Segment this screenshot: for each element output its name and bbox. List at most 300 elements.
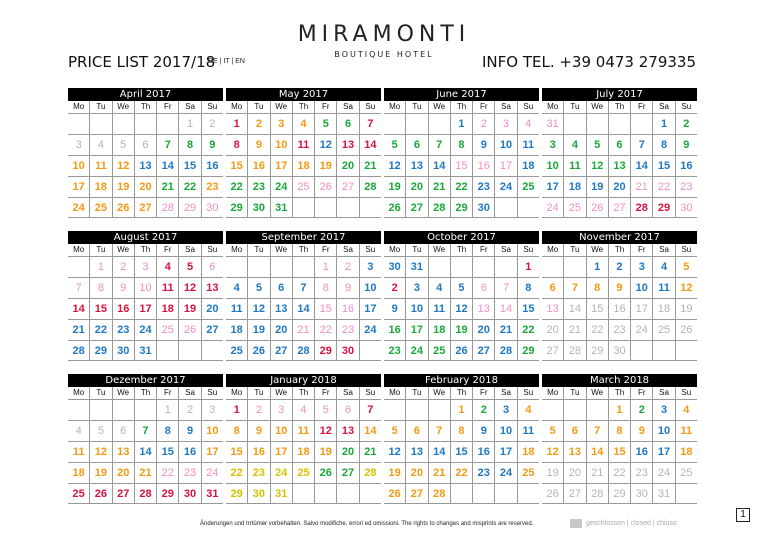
day-cell: 15 bbox=[314, 299, 336, 319]
week-row bbox=[226, 399, 381, 420]
week-row bbox=[226, 441, 381, 462]
day-cell: 29 bbox=[608, 484, 630, 503]
calendar-grid bbox=[68, 88, 700, 510]
day-cell: 25 bbox=[517, 177, 539, 197]
day-cell: 21 bbox=[292, 320, 314, 340]
day-cell: 30 bbox=[178, 484, 200, 503]
day-cell: 26 bbox=[112, 198, 134, 217]
day-cell: 4 bbox=[517, 114, 539, 134]
week-row bbox=[226, 462, 381, 483]
week-row bbox=[542, 483, 697, 504]
week-row bbox=[542, 441, 697, 462]
week-row bbox=[542, 197, 697, 218]
legend bbox=[570, 519, 677, 528]
day-cell: 3 bbox=[270, 114, 292, 134]
day-cell bbox=[494, 257, 516, 277]
weeks bbox=[384, 113, 539, 218]
day-cell: 8 bbox=[450, 421, 472, 441]
day-cell: 11 bbox=[230, 303, 243, 315]
day-cell: 4 bbox=[652, 257, 674, 277]
weekday-label: Th bbox=[608, 244, 630, 256]
week-row bbox=[226, 197, 381, 218]
day-cell: 16 bbox=[247, 156, 269, 176]
weekday-label: Th bbox=[450, 101, 472, 113]
day-cell: 4 bbox=[156, 257, 178, 277]
weekday-label: Th bbox=[608, 387, 630, 399]
day-cell bbox=[112, 114, 134, 134]
day-cell: 28 bbox=[586, 484, 608, 503]
weekday-label: Fr bbox=[314, 101, 336, 113]
day-cell: 2 bbox=[178, 400, 200, 420]
day-cell: 13 bbox=[546, 303, 559, 315]
day-cell: 13 bbox=[472, 299, 494, 319]
weekday-label: Fr bbox=[472, 244, 494, 256]
day-cell: 5 bbox=[314, 400, 336, 420]
day-cell: 1 bbox=[608, 400, 630, 420]
weekday-header bbox=[68, 387, 223, 399]
day-cell: 15 bbox=[89, 299, 111, 319]
weeks bbox=[542, 113, 697, 218]
weekday-label: Th bbox=[292, 244, 314, 256]
month-title: April 2017 bbox=[68, 88, 223, 101]
day-cell: 10 bbox=[134, 278, 156, 298]
day-cell bbox=[405, 114, 427, 134]
day-cell: 10 bbox=[546, 160, 559, 172]
day-cell: 18 bbox=[72, 467, 85, 479]
weekday-label: Fr bbox=[630, 244, 652, 256]
day-cell bbox=[226, 257, 247, 277]
day-cell: 31 bbox=[201, 484, 223, 503]
day-cell: 18 bbox=[156, 299, 178, 319]
day-cell: 13 bbox=[336, 135, 358, 155]
month-calendar bbox=[542, 231, 697, 361]
day-cell: 9 bbox=[201, 135, 223, 155]
day-cell: 22 bbox=[608, 463, 630, 483]
day-cell: 11 bbox=[428, 299, 450, 319]
month-calendar bbox=[226, 88, 381, 218]
week-row bbox=[542, 256, 697, 277]
day-cell: 25 bbox=[428, 341, 450, 360]
day-cell: 18 bbox=[675, 442, 697, 462]
day-cell: 25 bbox=[72, 488, 85, 500]
day-cell bbox=[89, 400, 111, 420]
week-row bbox=[68, 340, 223, 361]
day-cell: 6 bbox=[549, 282, 556, 294]
day-cell bbox=[156, 341, 178, 360]
day-cell: 2 bbox=[472, 400, 494, 420]
day-cell: 19 bbox=[586, 177, 608, 197]
day-cell: 6 bbox=[336, 114, 358, 134]
day-cell: 6 bbox=[134, 135, 156, 155]
week-row bbox=[384, 399, 539, 420]
week-row bbox=[542, 155, 697, 176]
weekday-label: Tu bbox=[563, 101, 585, 113]
weekday-header bbox=[226, 101, 381, 113]
day-cell: 19 bbox=[314, 156, 336, 176]
day-cell bbox=[134, 400, 156, 420]
day-cell: 5 bbox=[549, 425, 556, 437]
day-cell: 25 bbox=[89, 198, 111, 217]
day-cell: 19 bbox=[388, 181, 401, 193]
day-cell: 11 bbox=[675, 421, 697, 441]
weekday-label: Sa bbox=[494, 387, 516, 399]
day-cell bbox=[384, 400, 405, 420]
day-cell: 31 bbox=[546, 118, 559, 130]
day-cell: 19 bbox=[450, 320, 472, 340]
day-cell: 26 bbox=[546, 488, 559, 500]
weekday-label: Mo bbox=[547, 245, 559, 254]
day-cell: 23 bbox=[112, 320, 134, 340]
weekday-label: Tu bbox=[405, 244, 427, 256]
day-cell: 5 bbox=[391, 425, 398, 437]
day-cell: 30 bbox=[472, 198, 494, 217]
day-cell: 3 bbox=[134, 257, 156, 277]
day-cell bbox=[68, 400, 89, 420]
month-calendar bbox=[542, 88, 697, 218]
week-row bbox=[68, 113, 223, 134]
weekday-label: Su bbox=[201, 244, 223, 256]
weekday-label: Fr bbox=[314, 244, 336, 256]
day-cell: 31 bbox=[270, 198, 292, 217]
weekday-label: Mo bbox=[231, 102, 243, 111]
day-cell: 6 bbox=[270, 278, 292, 298]
weekday-label: We bbox=[270, 101, 292, 113]
day-cell: 20 bbox=[546, 324, 559, 336]
day-cell: 24 bbox=[630, 320, 652, 340]
weekday-label: Sa bbox=[336, 244, 358, 256]
week-row bbox=[384, 113, 539, 134]
day-cell: 30 bbox=[336, 341, 358, 360]
day-cell: 12 bbox=[388, 160, 401, 172]
day-cell bbox=[384, 114, 405, 134]
day-cell: 30 bbox=[675, 198, 697, 217]
day-cell bbox=[563, 400, 585, 420]
day-cell: 10 bbox=[494, 135, 516, 155]
day-cell: 15 bbox=[608, 442, 630, 462]
day-cell: 7 bbox=[494, 278, 516, 298]
day-cell: 27 bbox=[270, 341, 292, 360]
day-cell: 26 bbox=[388, 202, 401, 214]
day-cell: 28 bbox=[359, 463, 381, 483]
day-cell: 8 bbox=[233, 139, 240, 151]
weeks bbox=[226, 256, 381, 361]
month-calendar bbox=[384, 374, 539, 504]
day-cell: 17 bbox=[494, 442, 516, 462]
month-title: January 2018 bbox=[226, 374, 381, 387]
day-cell: 15 bbox=[230, 446, 243, 458]
day-cell: 6 bbox=[336, 400, 358, 420]
day-cell bbox=[472, 484, 494, 503]
day-cell: 9 bbox=[472, 421, 494, 441]
day-cell: 14 bbox=[134, 442, 156, 462]
day-cell: 7 bbox=[563, 278, 585, 298]
weekday-label: Fr bbox=[630, 101, 652, 113]
day-cell: 28 bbox=[428, 198, 450, 217]
weeks bbox=[542, 256, 697, 361]
week-row bbox=[384, 340, 539, 361]
day-cell: 25 bbox=[292, 463, 314, 483]
legend-label: geschlossen | closed | chiuso bbox=[586, 520, 677, 527]
day-cell: 18 bbox=[517, 442, 539, 462]
day-cell: 30 bbox=[112, 341, 134, 360]
day-cell: 28 bbox=[134, 484, 156, 503]
day-cell: 1 bbox=[314, 257, 336, 277]
weekday-label: Sa bbox=[336, 101, 358, 113]
day-cell: 9 bbox=[247, 135, 269, 155]
day-cell: 14 bbox=[428, 156, 450, 176]
weekday-label: Su bbox=[675, 244, 697, 256]
day-cell: 1 bbox=[450, 114, 472, 134]
weekday-label: Th bbox=[134, 387, 156, 399]
day-cell: 11 bbox=[89, 156, 111, 176]
day-cell: 20 bbox=[336, 156, 358, 176]
day-cell: 25 bbox=[517, 463, 539, 483]
day-cell: 2 bbox=[112, 257, 134, 277]
weekday-label: Th bbox=[450, 387, 472, 399]
day-cell bbox=[292, 257, 314, 277]
day-cell: 2 bbox=[201, 114, 223, 134]
weekday-label: Su bbox=[359, 101, 381, 113]
weekday-label: Tu bbox=[563, 387, 585, 399]
day-cell: 18 bbox=[230, 324, 243, 336]
day-cell: 18 bbox=[292, 156, 314, 176]
day-cell: 17 bbox=[201, 442, 223, 462]
week-row bbox=[68, 197, 223, 218]
day-cell: 29 bbox=[652, 198, 674, 217]
day-cell: 2 bbox=[630, 400, 652, 420]
weeks bbox=[384, 256, 539, 361]
weekday-label: Mo bbox=[73, 245, 85, 254]
day-cell: 10 bbox=[652, 421, 674, 441]
day-cell: 29 bbox=[178, 198, 200, 217]
day-cell: 7 bbox=[75, 282, 82, 294]
day-cell: 24 bbox=[494, 177, 516, 197]
day-cell bbox=[563, 114, 585, 134]
weekday-label: Su bbox=[675, 101, 697, 113]
day-cell: 24 bbox=[546, 202, 559, 214]
day-cell: 31 bbox=[652, 484, 674, 503]
day-cell bbox=[428, 400, 450, 420]
weekday-label: Mo bbox=[231, 245, 243, 254]
day-cell: 10 bbox=[201, 421, 223, 441]
day-cell: 7 bbox=[134, 421, 156, 441]
day-cell: 30 bbox=[630, 484, 652, 503]
weekday-label: Sa bbox=[494, 244, 516, 256]
day-cell: 17 bbox=[359, 299, 381, 319]
weekday-label: Tu bbox=[247, 387, 269, 399]
day-cell: 7 bbox=[428, 421, 450, 441]
day-cell: 26 bbox=[314, 177, 336, 197]
day-cell: 20 bbox=[134, 177, 156, 197]
day-cell: 12 bbox=[675, 278, 697, 298]
weekday-label: Su bbox=[517, 101, 539, 113]
day-cell: 1 bbox=[233, 118, 240, 130]
weeks bbox=[68, 256, 223, 361]
day-cell: 27 bbox=[405, 484, 427, 503]
day-cell: 4 bbox=[517, 400, 539, 420]
day-cell: 5 bbox=[391, 139, 398, 151]
weekday-label: We bbox=[112, 101, 134, 113]
day-cell: 5 bbox=[675, 257, 697, 277]
week-row bbox=[542, 134, 697, 155]
day-cell: 21 bbox=[428, 463, 450, 483]
day-cell: 16 bbox=[472, 442, 494, 462]
day-cell bbox=[517, 198, 539, 217]
day-cell: 11 bbox=[517, 421, 539, 441]
day-cell: 18 bbox=[428, 320, 450, 340]
day-cell bbox=[450, 484, 472, 503]
day-cell bbox=[68, 114, 89, 134]
day-cell bbox=[652, 341, 674, 360]
month-calendar bbox=[384, 88, 539, 218]
weekday-label: Tu bbox=[247, 101, 269, 113]
week-row bbox=[226, 298, 381, 319]
day-cell: 22 bbox=[156, 463, 178, 483]
day-cell: 4 bbox=[75, 425, 82, 437]
day-cell: 22 bbox=[314, 320, 336, 340]
week-row bbox=[542, 420, 697, 441]
day-cell: 28 bbox=[494, 341, 516, 360]
day-cell: 16 bbox=[247, 442, 269, 462]
day-cell: 3 bbox=[494, 114, 516, 134]
day-cell: 12 bbox=[314, 421, 336, 441]
day-cell: 3 bbox=[270, 400, 292, 420]
day-cell: 23 bbox=[472, 177, 494, 197]
week-row bbox=[384, 441, 539, 462]
day-cell: 14 bbox=[292, 299, 314, 319]
day-cell: 13 bbox=[270, 299, 292, 319]
day-cell: 24 bbox=[201, 463, 223, 483]
weekday-label: Su bbox=[201, 387, 223, 399]
month-title: March 2018 bbox=[542, 374, 697, 387]
day-cell: 6 bbox=[608, 135, 630, 155]
day-cell: 24 bbox=[359, 320, 381, 340]
day-cell: 17 bbox=[405, 320, 427, 340]
day-cell: 10 bbox=[630, 278, 652, 298]
day-cell: 24 bbox=[652, 463, 674, 483]
day-cell: 15 bbox=[450, 442, 472, 462]
day-cell: 13 bbox=[201, 278, 223, 298]
day-cell: 17 bbox=[270, 442, 292, 462]
day-cell: 27 bbox=[201, 320, 223, 340]
day-cell: 4 bbox=[563, 135, 585, 155]
week-row bbox=[542, 340, 697, 361]
day-cell: 8 bbox=[450, 135, 472, 155]
weekday-label: Tu bbox=[247, 244, 269, 256]
day-cell: 12 bbox=[247, 299, 269, 319]
day-cell: 14 bbox=[156, 156, 178, 176]
day-cell: 9 bbox=[630, 421, 652, 441]
day-cell: 16 bbox=[472, 156, 494, 176]
day-cell: 28 bbox=[359, 177, 381, 197]
weekday-label: Sa bbox=[178, 387, 200, 399]
week-row bbox=[384, 176, 539, 197]
day-cell: 11 bbox=[72, 446, 85, 458]
day-cell: 14 bbox=[630, 156, 652, 176]
week-row bbox=[542, 176, 697, 197]
day-cell: 7 bbox=[428, 135, 450, 155]
day-cell: 5 bbox=[178, 257, 200, 277]
day-cell: 8 bbox=[314, 278, 336, 298]
day-cell: 2 bbox=[675, 114, 697, 134]
day-cell: 11 bbox=[292, 421, 314, 441]
day-cell bbox=[134, 114, 156, 134]
day-cell: 12 bbox=[89, 442, 111, 462]
day-cell: 27 bbox=[405, 198, 427, 217]
week-row bbox=[384, 298, 539, 319]
week-row bbox=[542, 399, 697, 420]
day-cell: 27 bbox=[546, 345, 559, 357]
day-cell bbox=[542, 257, 563, 277]
weekday-label: Mo bbox=[389, 388, 401, 397]
day-cell: 15 bbox=[156, 442, 178, 462]
weekday-label: Sa bbox=[178, 101, 200, 113]
day-cell: 4 bbox=[292, 400, 314, 420]
day-cell: 3 bbox=[405, 278, 427, 298]
day-cell: 21 bbox=[494, 320, 516, 340]
week-row bbox=[384, 462, 539, 483]
day-cell: 22 bbox=[450, 463, 472, 483]
month-title: June 2017 bbox=[384, 88, 539, 101]
day-cell: 7 bbox=[630, 135, 652, 155]
day-cell: 30 bbox=[608, 341, 630, 360]
day-cell bbox=[270, 257, 292, 277]
day-cell: 17 bbox=[630, 299, 652, 319]
day-cell: 18 bbox=[563, 177, 585, 197]
day-cell: 1 bbox=[178, 114, 200, 134]
day-cell bbox=[68, 257, 89, 277]
day-cell: 29 bbox=[230, 488, 243, 500]
weekday-label: Mo bbox=[73, 102, 85, 111]
day-cell bbox=[292, 198, 314, 217]
day-cell: 10 bbox=[270, 135, 292, 155]
day-cell: 12 bbox=[546, 446, 559, 458]
day-cell bbox=[336, 484, 358, 503]
day-cell: 18 bbox=[652, 299, 674, 319]
day-cell bbox=[359, 484, 381, 503]
day-cell bbox=[405, 400, 427, 420]
day-cell: 21 bbox=[630, 177, 652, 197]
day-cell bbox=[472, 257, 494, 277]
weekday-label: We bbox=[428, 101, 450, 113]
day-cell: 15 bbox=[230, 160, 243, 172]
weekday-label: Th bbox=[608, 101, 630, 113]
day-cell: 23 bbox=[201, 177, 223, 197]
day-cell: 8 bbox=[156, 421, 178, 441]
day-cell: 19 bbox=[112, 177, 134, 197]
page-title: PRICE LIST 2017/18 bbox=[68, 53, 216, 71]
weekday-label: Tu bbox=[89, 387, 111, 399]
day-cell: 4 bbox=[292, 114, 314, 134]
day-cell: 30 bbox=[247, 198, 269, 217]
day-cell: 7 bbox=[292, 278, 314, 298]
day-cell bbox=[428, 114, 450, 134]
day-cell: 11 bbox=[292, 135, 314, 155]
day-cell: 7 bbox=[359, 114, 381, 134]
day-cell: 19 bbox=[675, 299, 697, 319]
day-cell: 21 bbox=[428, 177, 450, 197]
day-cell: 31 bbox=[270, 484, 292, 503]
day-cell: 8 bbox=[89, 278, 111, 298]
weekday-label: Fr bbox=[156, 101, 178, 113]
weekday-label: We bbox=[586, 244, 608, 256]
weekday-label: Fr bbox=[314, 387, 336, 399]
day-cell bbox=[201, 341, 223, 360]
month-calendar bbox=[68, 88, 223, 218]
week-row bbox=[226, 277, 381, 298]
language-switcher[interactable]: DE | IT | EN bbox=[208, 58, 245, 65]
day-cell: 23 bbox=[608, 320, 630, 340]
